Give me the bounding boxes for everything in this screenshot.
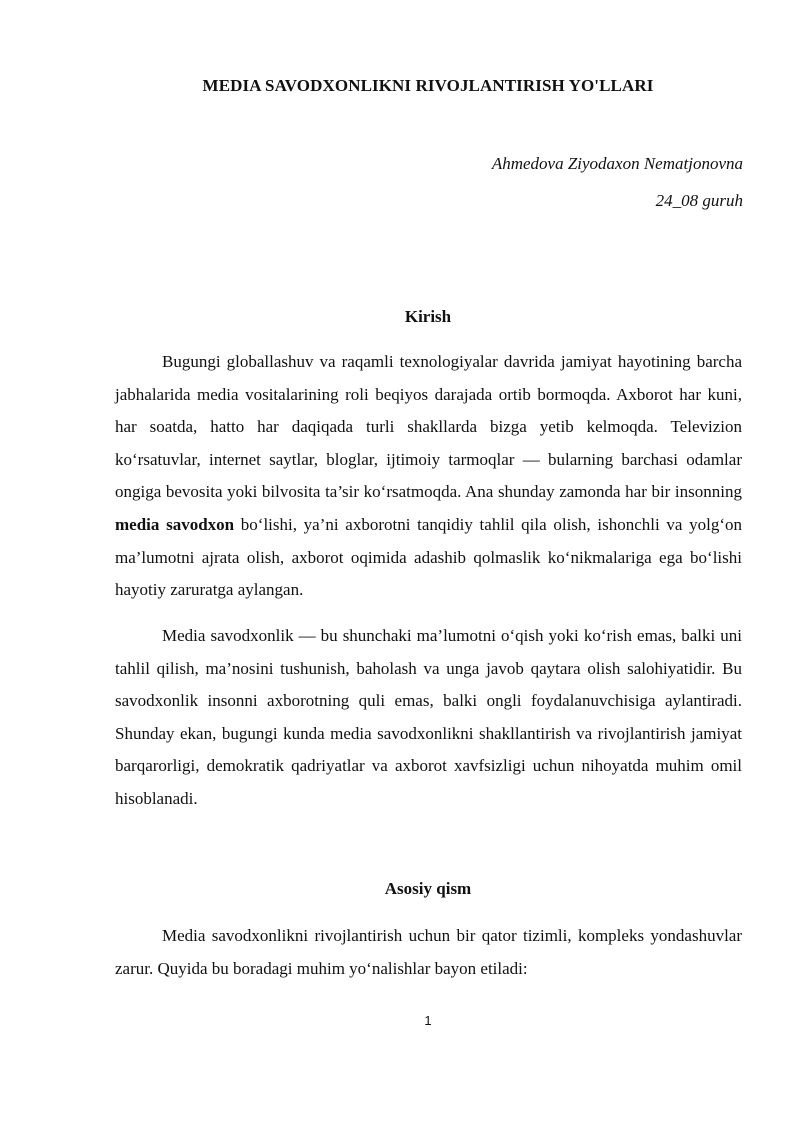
section-heading-main: Asosiy qism: [384, 879, 472, 898]
intro-paragraph-1-bold: media savodxon: [115, 514, 235, 534]
intro-paragraph-1-text-a: Bugungi globallashuv va raqamli texnologiyalar davrida jamiyat hayotining barcha jabhalarida media vositalarining roli beqiyos darajada ortib bormoqda. Axborot har kuni, har soatda, hatto har daqiqada turli shakllarda bizga yetib kelmoqda. Televizion ko‘rsatuvlar, internet saytlar, bloglar, ijtimoiy tarmoqlar — bularning barchasi odamlar ongiga bevosita yoki bilvosita ta’sir ko‘rsatmoqda. Ana shunday zamonda har bir insonning: [115, 352, 742, 502]
intro-paragraph-2: Media savodxonlik — bu shunchaki ma’lumotni o‘qish yoki ko‘rish emas, balki uni tahlil qilish, ma’nosini tushunish, baholash va unga javob qaytara olish salohiyatidir. Bu savodxonlik insonni axborotning quli emas, balki ongli foydalanuvchisiga aylantiradi. Shunday ekan, bugungi kunda media savodxonlikni shakllantirish va rivojlantirish jamiyat barqarorligi, demokratik qadriyatlar va axborot xavfsizligi uchun nihoyatda muhim omil hisoblanadi.: [115, 626, 742, 808]
page-number: 1: [424, 1013, 432, 1028]
author-name: Ahmedova Ziyodaxon Nematjonovna: [491, 154, 743, 173]
document-title: MEDIA SAVODXONLIKNI RIVOJLANTIRISH YO'LLARI: [202, 76, 654, 95]
main-paragraph-1: Media savodxonlikni rivojlantirish uchun bir qator tizimli, kompleks yondashuvlar zarur. Quyida bu boradagi muhim yo‘nalishlar bayon etiladi:: [115, 926, 742, 978]
author-group: 24_08 guruh: [655, 191, 743, 210]
intro-paragraph-1-text-b: bo‘lishi, ya’ni axborotni tanqidiy tahlil qila olish, ishonchli va yolg‘on ma’lumotni ajrata olish, axborot oqimida adashib qolmaslik ko‘nikmalariga ega bo‘lishi hayotiy zaruratga aylangan.: [115, 514, 742, 600]
intro-paragraph-1: [115, 346, 742, 607]
section-heading-intro: Kirish: [404, 307, 452, 326]
